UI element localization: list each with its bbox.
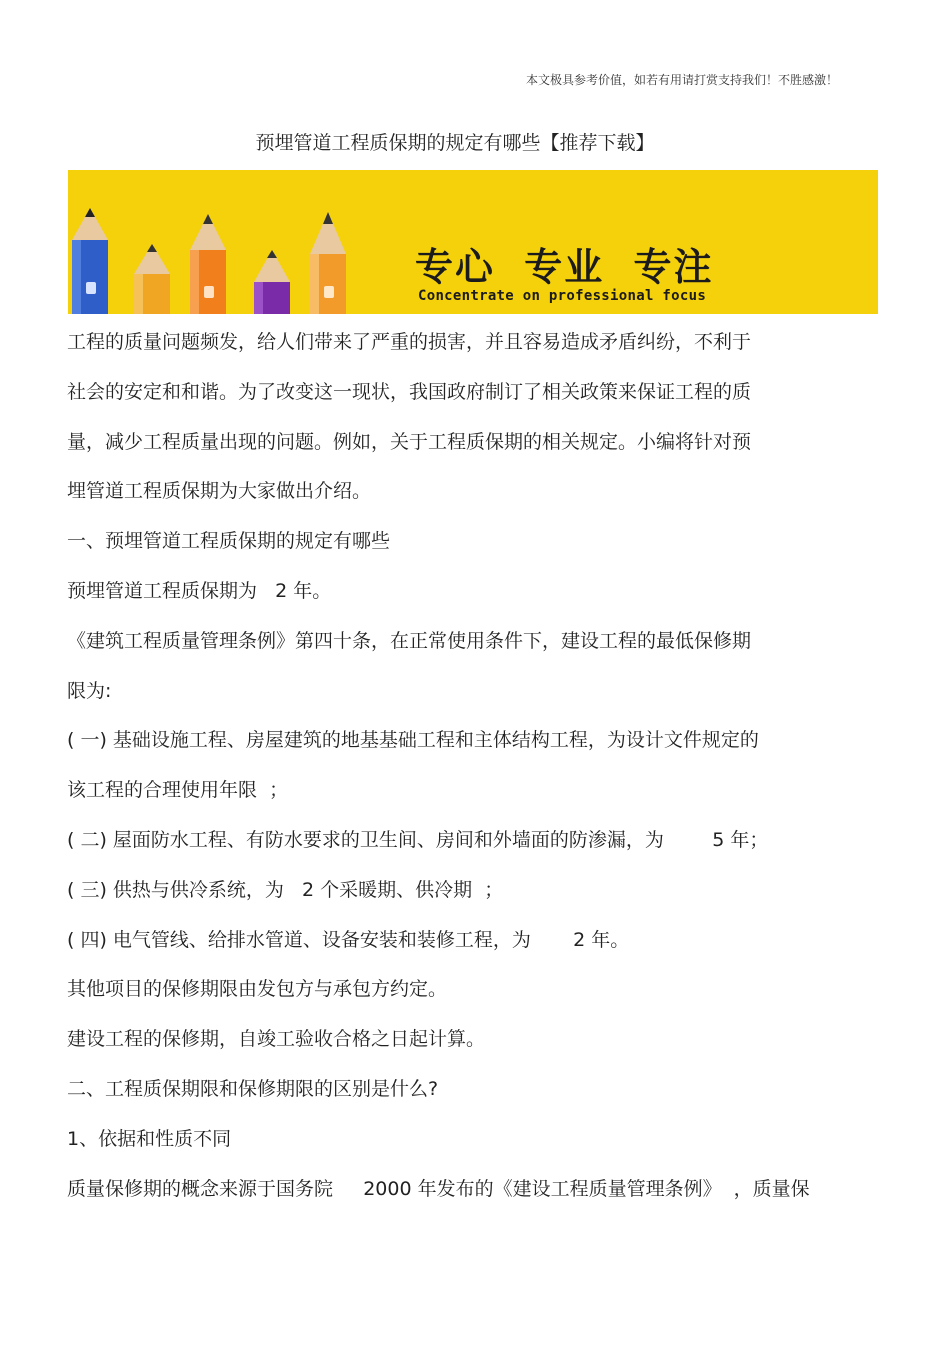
banner-tagline: Concentrate on professional focus bbox=[418, 288, 707, 304]
paragraph-line: 《建筑工程质量管理条例》第四十条，在正常使用条件下，建设工程的最低保修期 bbox=[67, 629, 752, 652]
list-item: ( 二) 屋面防水工程、有防水要求的卫生间、房间和外墙面的防渗漏，为 5 年； bbox=[67, 828, 769, 851]
subsection-heading: 1、依据和性质不同 bbox=[67, 1127, 232, 1150]
list-item: ( 三) 供热与供冷系统，为 2 个采暖期、供冷期 ； bbox=[67, 878, 504, 901]
banner-slogan: 专心 专业 专注 bbox=[415, 245, 714, 289]
document-body bbox=[67, 318, 887, 1214]
paragraph-line: 社会的安定和和谐。为了改变这一现状，我国政府制订了相关政策来保证工程的质 bbox=[67, 380, 752, 403]
section-heading: 二、工程质保期限和保修期限的区别是什么? bbox=[67, 1077, 439, 1100]
paragraph-line: 建设工程的保修期，自竣工验收合格之日起计算。 bbox=[67, 1028, 486, 1051]
paragraph-line: 其他项目的保修期限由发包方与承包方约定。 bbox=[67, 978, 448, 1001]
list-item: ( 一) 基础设施工程、房屋建筑的地基基础工程和主体结构工程，为设计文件规定的 bbox=[67, 729, 759, 752]
list-item: ( 四) 电气管线、给排水管道、设备安装和装修工程，为 2 年。 bbox=[67, 928, 630, 951]
banner-image bbox=[68, 170, 878, 314]
pencil-icon bbox=[254, 250, 290, 314]
list-item: 该工程的合理使用年限 ； bbox=[67, 779, 289, 802]
pencil-icon bbox=[310, 212, 346, 314]
pencil-icon bbox=[134, 244, 170, 314]
paragraph-line: 限为: bbox=[67, 679, 112, 702]
paragraph-line: 质量保修期的概念来源于国务院 2000 年发布的《建设工程质量管理条例》 ，质量保 bbox=[67, 1177, 810, 1200]
document-title: 预埋管道工程质保期的规定有哪些【推荐下载】 bbox=[255, 132, 655, 154]
paragraph-line: 预埋管道工程质保期为 2 年。 bbox=[67, 579, 332, 602]
paragraph-line: 埋管道工程质保期为大家做出介绍。 bbox=[67, 480, 372, 503]
header-note: 本文极具参考价值，如若有用请打赏支持我们！不胜感激！ bbox=[525, 73, 838, 87]
paragraph-line: 工程的质量问题频发，给人们带来了严重的损害，并且容易造成矛盾纠纷，不利于 bbox=[67, 331, 752, 353]
paragraph-line: 量，减少工程质量出现的问题。例如，关于工程质保期的相关规定。小编将针对预 bbox=[67, 430, 752, 453]
section-heading: 一、预埋管道工程质保期的规定有哪些 bbox=[67, 530, 391, 553]
pencil-icon bbox=[72, 208, 108, 314]
pencil-icon bbox=[190, 214, 226, 314]
